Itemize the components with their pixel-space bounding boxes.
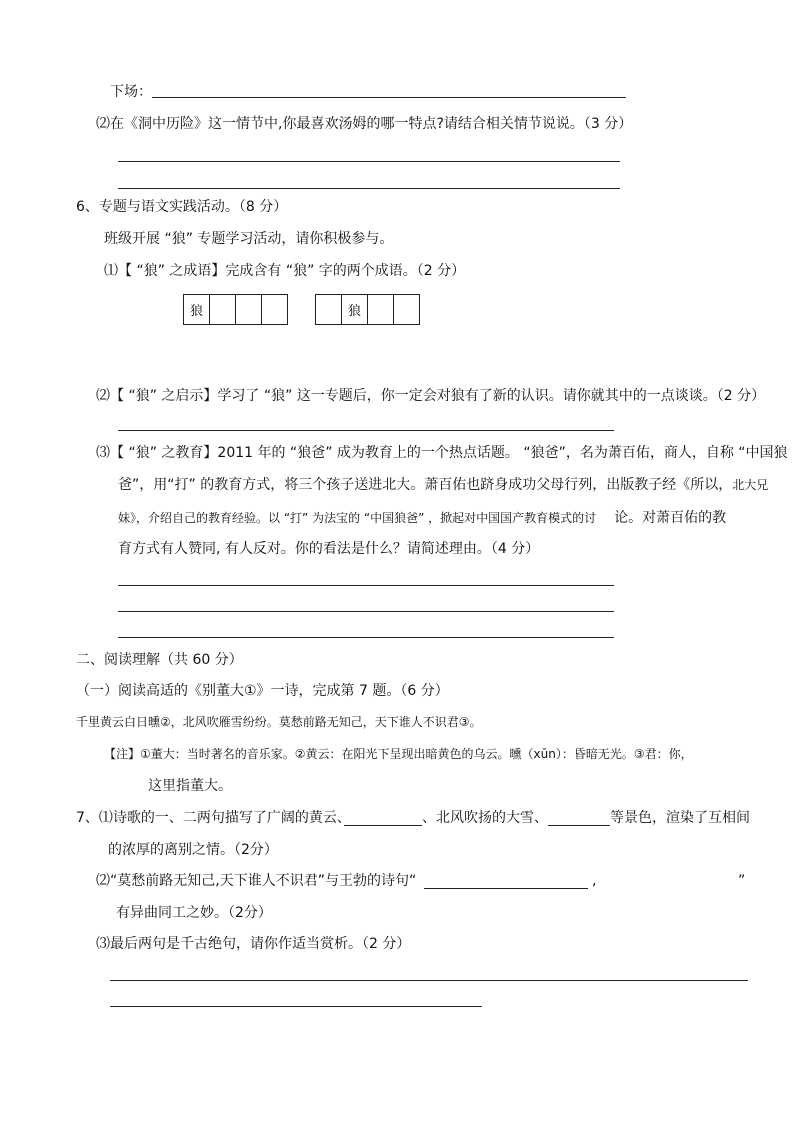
blank-line[interactable] [344,825,422,826]
question-7-1-line1-c: 等景色，渲染了互相间 [610,810,750,826]
idiom-cell[interactable] [367,294,394,325]
answer-line-label-xiachang: 下场： [110,84,152,100]
question-7-1-line1: 7、⑴诗歌的一、二两句描写了广阔的黄云、 [76,810,351,826]
idiom-cell[interactable] [315,294,342,325]
text-run: 论。对萧百佑的教 [614,510,727,526]
question-7-2-line1: ⑵“莫愁前路无知己,天下谁人不识君”与王勃的诗句“ [96,873,417,889]
idiom-cell[interactable] [393,294,420,325]
idiom-cell[interactable]: 狼 [183,294,210,325]
question-7-1-line2: 的浓厚的离别之情。（2分） [108,842,278,858]
question-6-3-line2 [118,476,768,494]
question-6-3-line4: 育方式有人赞同, 有人反对。你的看法是什么？请简述理由。（4 分） [118,541,540,557]
idiom-cell[interactable] [235,294,262,325]
blank-line[interactable] [548,825,610,826]
blank-line[interactable] [424,888,588,889]
close-quote: ” [738,873,746,889]
question-6-3-line1: ⑶【 “狼” 之教育】2011 年的 “狼爸” 成为教育上的一个热点话题。 “狼爸”，名为萧百佑，商人，自称 “中国狼 [96,445,788,461]
answer-line[interactable] [118,188,620,189]
question-6-intro: 班级开展 “狼” 专题学习活动，请你积极参与。 [104,231,394,247]
idiom-cell[interactable] [209,294,236,325]
idiom-boxes-1 [184,294,288,325]
answer-line[interactable] [110,980,748,981]
idiom-boxes-2 [316,294,420,325]
question-7-2-line2: 有异曲同工之妙。（2分） [116,905,272,921]
text-run: 妹》，介绍自己的教育经验。以 “打” 为法宝的 “中国狼爸” ，掀起对中国国产教育模式的讨 [118,511,597,525]
poem-text: 千里黄云白日曛②，北风吹雁雪纷纷。莫愁前路无知己，天下谁人不识君③。 [76,715,482,729]
question-7-1-line1-b: 、北风吹扬的大雪、 [422,810,548,826]
question-7-3: ⑶最后两句是千古绝句，请你作适当赏析。（2 分） [96,936,411,952]
answer-line[interactable] [118,585,614,586]
question-5-2: ⑵在《洞中历险》这一情节中,你最喜欢汤姆的哪一特点?请结合相关情节说说。（3 分） [96,116,633,132]
subsection-1-title: （一）阅读高适的《别董大①》一诗，完成第 7 题。（6 分） [76,683,449,699]
section-2-title: 二、阅读理解（共 60 分） [76,652,243,668]
answer-line[interactable] [118,637,614,638]
note-line1: 【注】①董大：当时著名的音乐家。②黄云：在阳光下呈现出暗黄色的乌云。曛（xūn）：昏暗无光。③君：你， [104,747,693,761]
question-6-2: ⑵【 “狼” 之启示】学习了 “狼” 这一专题后，你一定会对狼有了新的认识。请你就其中的一点谈谈。（2 分） [96,388,766,404]
text-run: 爸”，用“打” 的教育方式，将三个孩子送进北大。萧百佑也跻身成功父母行列，出版教子经《所以， [118,477,733,493]
answer-line[interactable] [152,97,626,98]
answer-line[interactable] [118,611,614,612]
answer-line[interactable] [118,430,614,431]
idiom-cell[interactable]: 狼 [341,294,368,325]
text-run: 北大兄 [732,478,769,492]
note-line2: 这里指董大。 [148,778,232,794]
idiom-cell[interactable] [261,294,288,325]
question-6-3-line3 [118,509,726,527]
answer-line[interactable] [110,1006,482,1007]
answer-line[interactable] [118,161,620,162]
comma: , [592,873,597,889]
question-6-title: 6、专题与语文实践活动。（8 分） [76,199,288,215]
question-6-1: ⑴【 “狼” 之成语】完成含有 “狼” 字的两个成语。（2 分） [104,263,466,279]
